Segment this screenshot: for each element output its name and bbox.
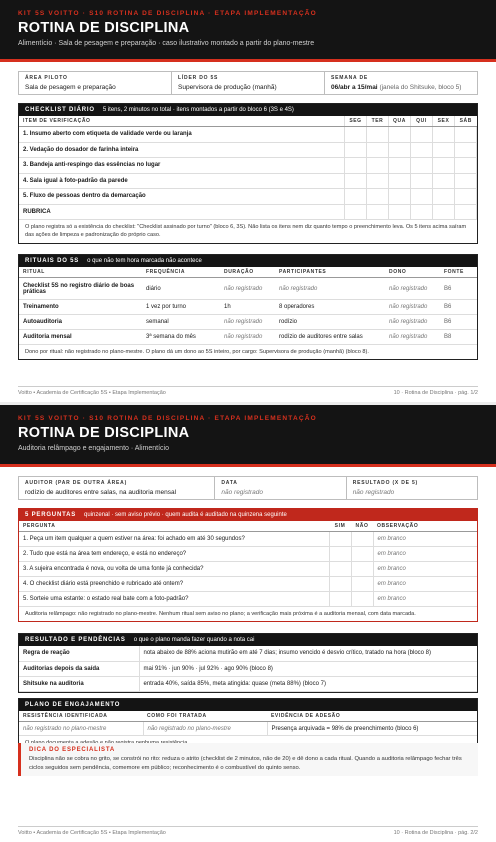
col-owner: DONO (385, 267, 440, 278)
ritual-dur: não registrado (220, 315, 275, 330)
checklist-item: 4. Sala igual à foto-padrão da parede (19, 173, 345, 189)
question-row (19, 532, 477, 547)
result-value: entrada 40%, saída 85%, meta atingida: quase (meta 88%) (bloco 7) (139, 676, 477, 691)
footer-right: 10 · Rotina de Disciplina · pág. 1/2 (393, 390, 478, 396)
page-subtitle: Auditoria relâmpago e engajamento · Alimentício (18, 445, 169, 452)
col-yes: SIM (329, 521, 351, 532)
meta-label: AUDITOR (PAR DE OUTRA ÁREA) (25, 480, 128, 486)
check-cell[interactable] (411, 189, 433, 205)
col-resistance: RESISTÊNCIA IDENTIFICADA (19, 711, 143, 722)
checklist-row (19, 189, 477, 205)
result-row (19, 676, 477, 691)
yes-cell[interactable] (329, 577, 351, 592)
check-cell[interactable] (367, 189, 389, 205)
meta-label: LÍDER DO 5S (178, 75, 219, 81)
meta-strip (18, 476, 478, 500)
check-cell[interactable] (389, 173, 411, 189)
col-question: PERGUNTA (19, 521, 329, 532)
check-cell[interactable] (433, 173, 455, 189)
meta-auditor (19, 477, 215, 499)
checklist-row (19, 204, 477, 220)
checklist-item: 5. Fluxo de pessoas dentro da demarcação (19, 189, 345, 205)
kicker: KIT 5S VOITTO · S10 ROTINA DE DISCIPLINA · ETAPA IMPLEMENTAÇÃO (18, 415, 317, 422)
col-dur: DURAÇÃO (220, 267, 275, 278)
result-row (19, 646, 477, 661)
yes-cell[interactable] (329, 592, 351, 607)
ritual-dur: não registrado (220, 330, 275, 345)
meta-label: ÁREA PILOTO (25, 75, 68, 81)
result-key: Regra de reação (19, 646, 139, 661)
yes-cell[interactable] (329, 532, 351, 547)
check-cell[interactable] (345, 204, 367, 220)
treatment-value: não registrado no plano-mestre (143, 722, 267, 736)
engagement-bar (19, 699, 477, 711)
check-cell[interactable] (367, 158, 389, 174)
question-text: 2. Tudo que está na área tem endereço, e está no endereço? (19, 547, 329, 562)
checklist-row (19, 127, 477, 143)
checklist-row (19, 173, 477, 189)
checklist-item: 2. Vedação do dosador de farinha inteira (19, 142, 345, 158)
checklist-note: O plano registra só a existência do checklist: "Checklist assinado por turno" (bloco 6, 3S). Não lista os itens nem diz quanto tempo o preenchimento leva. Os 5 itens acima saíram das ações de limpeza e padronização do próprio caso. (25, 224, 467, 239)
tip-text: Disciplina não se cobra no grito, se constrói no rito: reduza o atrito (checklist de 2 minutos, não de 20) e dê dono a cada ritual. Quando a auditoria relâmpago fechar três ciclos seguidos sem pendência, comemore em público; reconhecimento é o combustível do quinto senso. (29, 756, 462, 771)
check-cell[interactable] (433, 127, 455, 143)
ritual-row (19, 278, 477, 300)
check-cell[interactable] (433, 158, 455, 174)
col-source: FONTE (440, 267, 477, 278)
rituals-note: Dono por ritual: não registrado no plano-mestre. O plano dá um dono ao 5S inteiro, por cargo: Supervisora de produção (manhã) (bloco 8). (25, 349, 369, 355)
check-cell[interactable] (389, 127, 411, 143)
resistance-value: não registrado no plano-mestre (19, 722, 143, 736)
results-bar (19, 634, 477, 646)
no-cell[interactable] (351, 562, 373, 577)
ritual-freq: 3ª semana do mês (142, 330, 220, 345)
check-cell[interactable] (411, 173, 433, 189)
check-cell[interactable] (455, 204, 477, 220)
meta-value: rodízio de auditores entre salas, na auditoria mensal (25, 489, 177, 496)
checklist-section (18, 103, 478, 244)
check-cell[interactable] (345, 173, 367, 189)
question-row (19, 577, 477, 592)
ritual-owner: não registrado (385, 330, 440, 345)
accent-line (0, 59, 496, 62)
check-cell[interactable] (433, 204, 455, 220)
rituals-table (19, 267, 477, 345)
check-cell[interactable] (411, 127, 433, 143)
ritual-owner: não registrado (385, 315, 440, 330)
check-cell[interactable] (367, 127, 389, 143)
col-day: QUI (411, 116, 433, 127)
page-header (0, 405, 496, 464)
observation[interactable]: em branco (373, 547, 477, 562)
kicker: KIT 5S VOITTO · S10 ROTINA DE DISCIPLINA · ETAPA IMPLEMENTAÇÃO (18, 10, 317, 17)
col-day: SÁB (455, 116, 477, 127)
check-cell[interactable] (455, 189, 477, 205)
col-day: SEX (433, 116, 455, 127)
ritual-dur: 1h (220, 300, 275, 315)
page-2 (0, 405, 496, 842)
meta-week (325, 72, 477, 94)
yes-cell[interactable] (329, 562, 351, 577)
footer-right: 10 · Rotina de Disciplina · pág. 2/2 (393, 830, 478, 836)
questions-bar (19, 509, 477, 521)
check-cell[interactable] (389, 158, 411, 174)
engagement-row (19, 722, 477, 736)
question-row (19, 547, 477, 562)
meta-label: SEMANA DE (331, 75, 369, 81)
questions-desc: quinzenal · sem aviso prévio · quem audita é auditado na quinzena seguinte (84, 512, 287, 518)
ritual-owner: não registrado (385, 300, 440, 315)
checklist-table (19, 116, 477, 220)
check-cell[interactable] (455, 173, 477, 189)
page-footer (18, 386, 478, 396)
questions-section (18, 508, 478, 622)
result-value: mai 91% · jun 90% · jul 92% · ago 90% (bloco 8) (139, 661, 477, 676)
observation[interactable]: em branco (373, 532, 477, 547)
question-row (19, 592, 477, 607)
check-cell[interactable] (411, 158, 433, 174)
ritual-name: Autoauditoria (19, 315, 142, 330)
meta-extra: (janela do Shitsuke, bloco 5) (379, 84, 462, 91)
footer-left: Voitto • Academia de Certificação 5S • Etapa Implementação (18, 390, 166, 396)
engagement-title: PLANO DE ENGAJAMENTO (25, 702, 121, 708)
check-cell[interactable] (433, 142, 455, 158)
meta-value: 06/abr a 15/mai (331, 84, 378, 91)
check-cell[interactable] (455, 142, 477, 158)
check-cell[interactable] (345, 142, 367, 158)
check-cell[interactable] (411, 142, 433, 158)
expert-tip (18, 743, 478, 776)
check-cell[interactable] (345, 158, 367, 174)
col-item: ITEM DE VERIFICAÇÃO (19, 116, 345, 127)
col-day: SEG (345, 116, 367, 127)
results-section (18, 633, 478, 693)
ritual-freq: semanal (142, 315, 220, 330)
result-key: Auditorias depois da saída (19, 661, 139, 676)
accent-line (0, 464, 496, 467)
meta-label: DATA (221, 480, 238, 486)
ritual-part: rodízio (275, 315, 385, 330)
result-row (19, 661, 477, 676)
check-cell[interactable] (455, 158, 477, 174)
question-text: 1. Peça um item qualquer a quem estiver na área: foi achado em até 30 segundos? (19, 532, 329, 547)
result-value: nota abaixo de 88% aciona mutirão em até 7 dias; insumo vencido é desvio crítico, tratado na hora (bloco 8) (139, 646, 477, 661)
meta-strip (18, 71, 478, 95)
meta-leader (172, 72, 325, 94)
check-cell[interactable] (455, 127, 477, 143)
rituals-title: RITUAIS DO 5S (25, 258, 80, 264)
evidence-value: Presença arquivada = 98% de preenchimento (bloco 6) (267, 722, 477, 736)
question-text: 4. O checklist diário está preenchido e rubricado até ontem? (19, 577, 329, 592)
page-title: ROTINA DE DISCIPLINA (18, 425, 190, 441)
observation[interactable]: em branco (373, 592, 477, 607)
questions-note: Auditoria relâmpago: não registrado no plano-mestre. Nenhum ritual sem aviso no plano; a verificação mais próxima é a auditoria mensal, com data marcada. (25, 611, 416, 617)
check-cell[interactable] (389, 142, 411, 158)
meta-value: Sala de pesagem e preparação (25, 84, 116, 91)
no-cell[interactable] (351, 592, 373, 607)
results-desc: o que o plano manda fazer quando a nota cai (133, 637, 255, 643)
rituals-section (18, 254, 478, 360)
col-obs: OBSERVAÇÃO (373, 521, 477, 532)
ritual-source: B6 (440, 315, 477, 330)
checklist-item: 1. Insumo aberto com etiqueta de validade verde ou laranja (19, 127, 345, 143)
checklist-desc: 5 itens, 2 minutos no total · itens montados a partir do bloco 6 (3S e 4S) (102, 107, 294, 113)
check-cell[interactable] (367, 204, 389, 220)
col-treatment: COMO FOI TRATADA (143, 711, 267, 722)
questions-table (19, 521, 477, 607)
question-text: 3. A sujeira encontrada é nova, ou volta de uma fonte já conhecida? (19, 562, 329, 577)
observation[interactable]: em branco (373, 577, 477, 592)
no-cell[interactable] (351, 577, 373, 592)
meta-value: não registrado (221, 489, 263, 496)
ritual-part: não registrado (275, 278, 385, 300)
ritual-name: Auditoria mensal (19, 330, 142, 345)
footer-left: Voitto • Academia de Certificação 5S • Etapa Implementação (18, 830, 166, 836)
page-title: ROTINA DE DISCIPLINA (18, 20, 190, 36)
no-cell[interactable] (351, 547, 373, 562)
check-cell[interactable] (345, 127, 367, 143)
ritual-freq: 1 vez por turno (142, 300, 220, 315)
ritual-source: B6 (440, 300, 477, 315)
question-text: 5. Sorteie uma estante: o estado real bate com a foto-padrão? (19, 592, 329, 607)
check-cell[interactable] (367, 173, 389, 189)
checklist-title: CHECKLIST DIÁRIO (25, 107, 95, 113)
ritual-row (19, 315, 477, 330)
results-title: RESULTADO E PENDÊNCIAS (25, 637, 126, 643)
ritual-name: Checklist 5S no registro diário de boas práticas (19, 278, 142, 300)
check-cell[interactable] (389, 204, 411, 220)
ritual-source: B8 (440, 330, 477, 345)
rituals-desc: o que não tem hora marcada não acontece (87, 258, 202, 264)
check-cell[interactable] (389, 189, 411, 205)
checklist-row (19, 158, 477, 174)
ritual-source: B6 (440, 278, 477, 300)
checklist-item: RUBRICA (19, 204, 345, 220)
yes-cell[interactable] (329, 547, 351, 562)
question-row (19, 562, 477, 577)
page-1 (0, 0, 496, 402)
ritual-part: 8 operadores (275, 300, 385, 315)
questions-title: 5 PERGUNTAS (25, 512, 77, 518)
tip-title: DICA DO ESPECIALISTA (29, 747, 116, 753)
col-ritual: RITUAL (19, 267, 142, 278)
col-day: QUA (389, 116, 411, 127)
ritual-dur: não registrado (220, 278, 275, 300)
check-cell[interactable] (367, 142, 389, 158)
result-key: Shitsuke na auditoria (19, 676, 139, 691)
page-subtitle: Alimentício · Sala de pesagem e preparação · caso ilustrativo montado a partir do plano-mestre (18, 40, 315, 47)
col-part: PARTICIPANTES (275, 267, 385, 278)
ritual-name: Treinamento (19, 300, 142, 315)
results-table (19, 646, 477, 692)
check-cell[interactable] (433, 189, 455, 205)
checklist-row (19, 142, 477, 158)
ritual-row (19, 300, 477, 315)
meta-value: Supervisora de produção (manhã) (178, 84, 277, 91)
ritual-owner: não registrado (385, 278, 440, 300)
check-cell[interactable] (345, 189, 367, 205)
ritual-row (19, 330, 477, 345)
check-cell[interactable] (411, 204, 433, 220)
col-day: TER (367, 116, 389, 127)
col-no: NÃO (351, 521, 373, 532)
col-evidence: EVIDÊNCIA DE ADESÃO (267, 711, 477, 722)
meta-result (347, 477, 477, 499)
page-footer (18, 826, 478, 836)
rituals-bar (19, 255, 477, 267)
col-freq: FREQUÊNCIA (142, 267, 220, 278)
checklist-item: 3. Bandeja anti-respingo das essências no lugar (19, 158, 345, 174)
engagement-table (19, 711, 477, 736)
observation[interactable]: em branco (373, 562, 477, 577)
no-cell[interactable] (351, 532, 373, 547)
page-header (0, 0, 496, 59)
ritual-part: rodízio de auditores entre salas (275, 330, 385, 345)
meta-area (19, 72, 172, 94)
meta-value: não registrado (352, 489, 395, 496)
ritual-freq: diário (142, 278, 220, 300)
meta-label: RESULTADO (X DE 5) (352, 480, 419, 486)
meta-date (215, 477, 346, 499)
checklist-bar (19, 104, 477, 116)
